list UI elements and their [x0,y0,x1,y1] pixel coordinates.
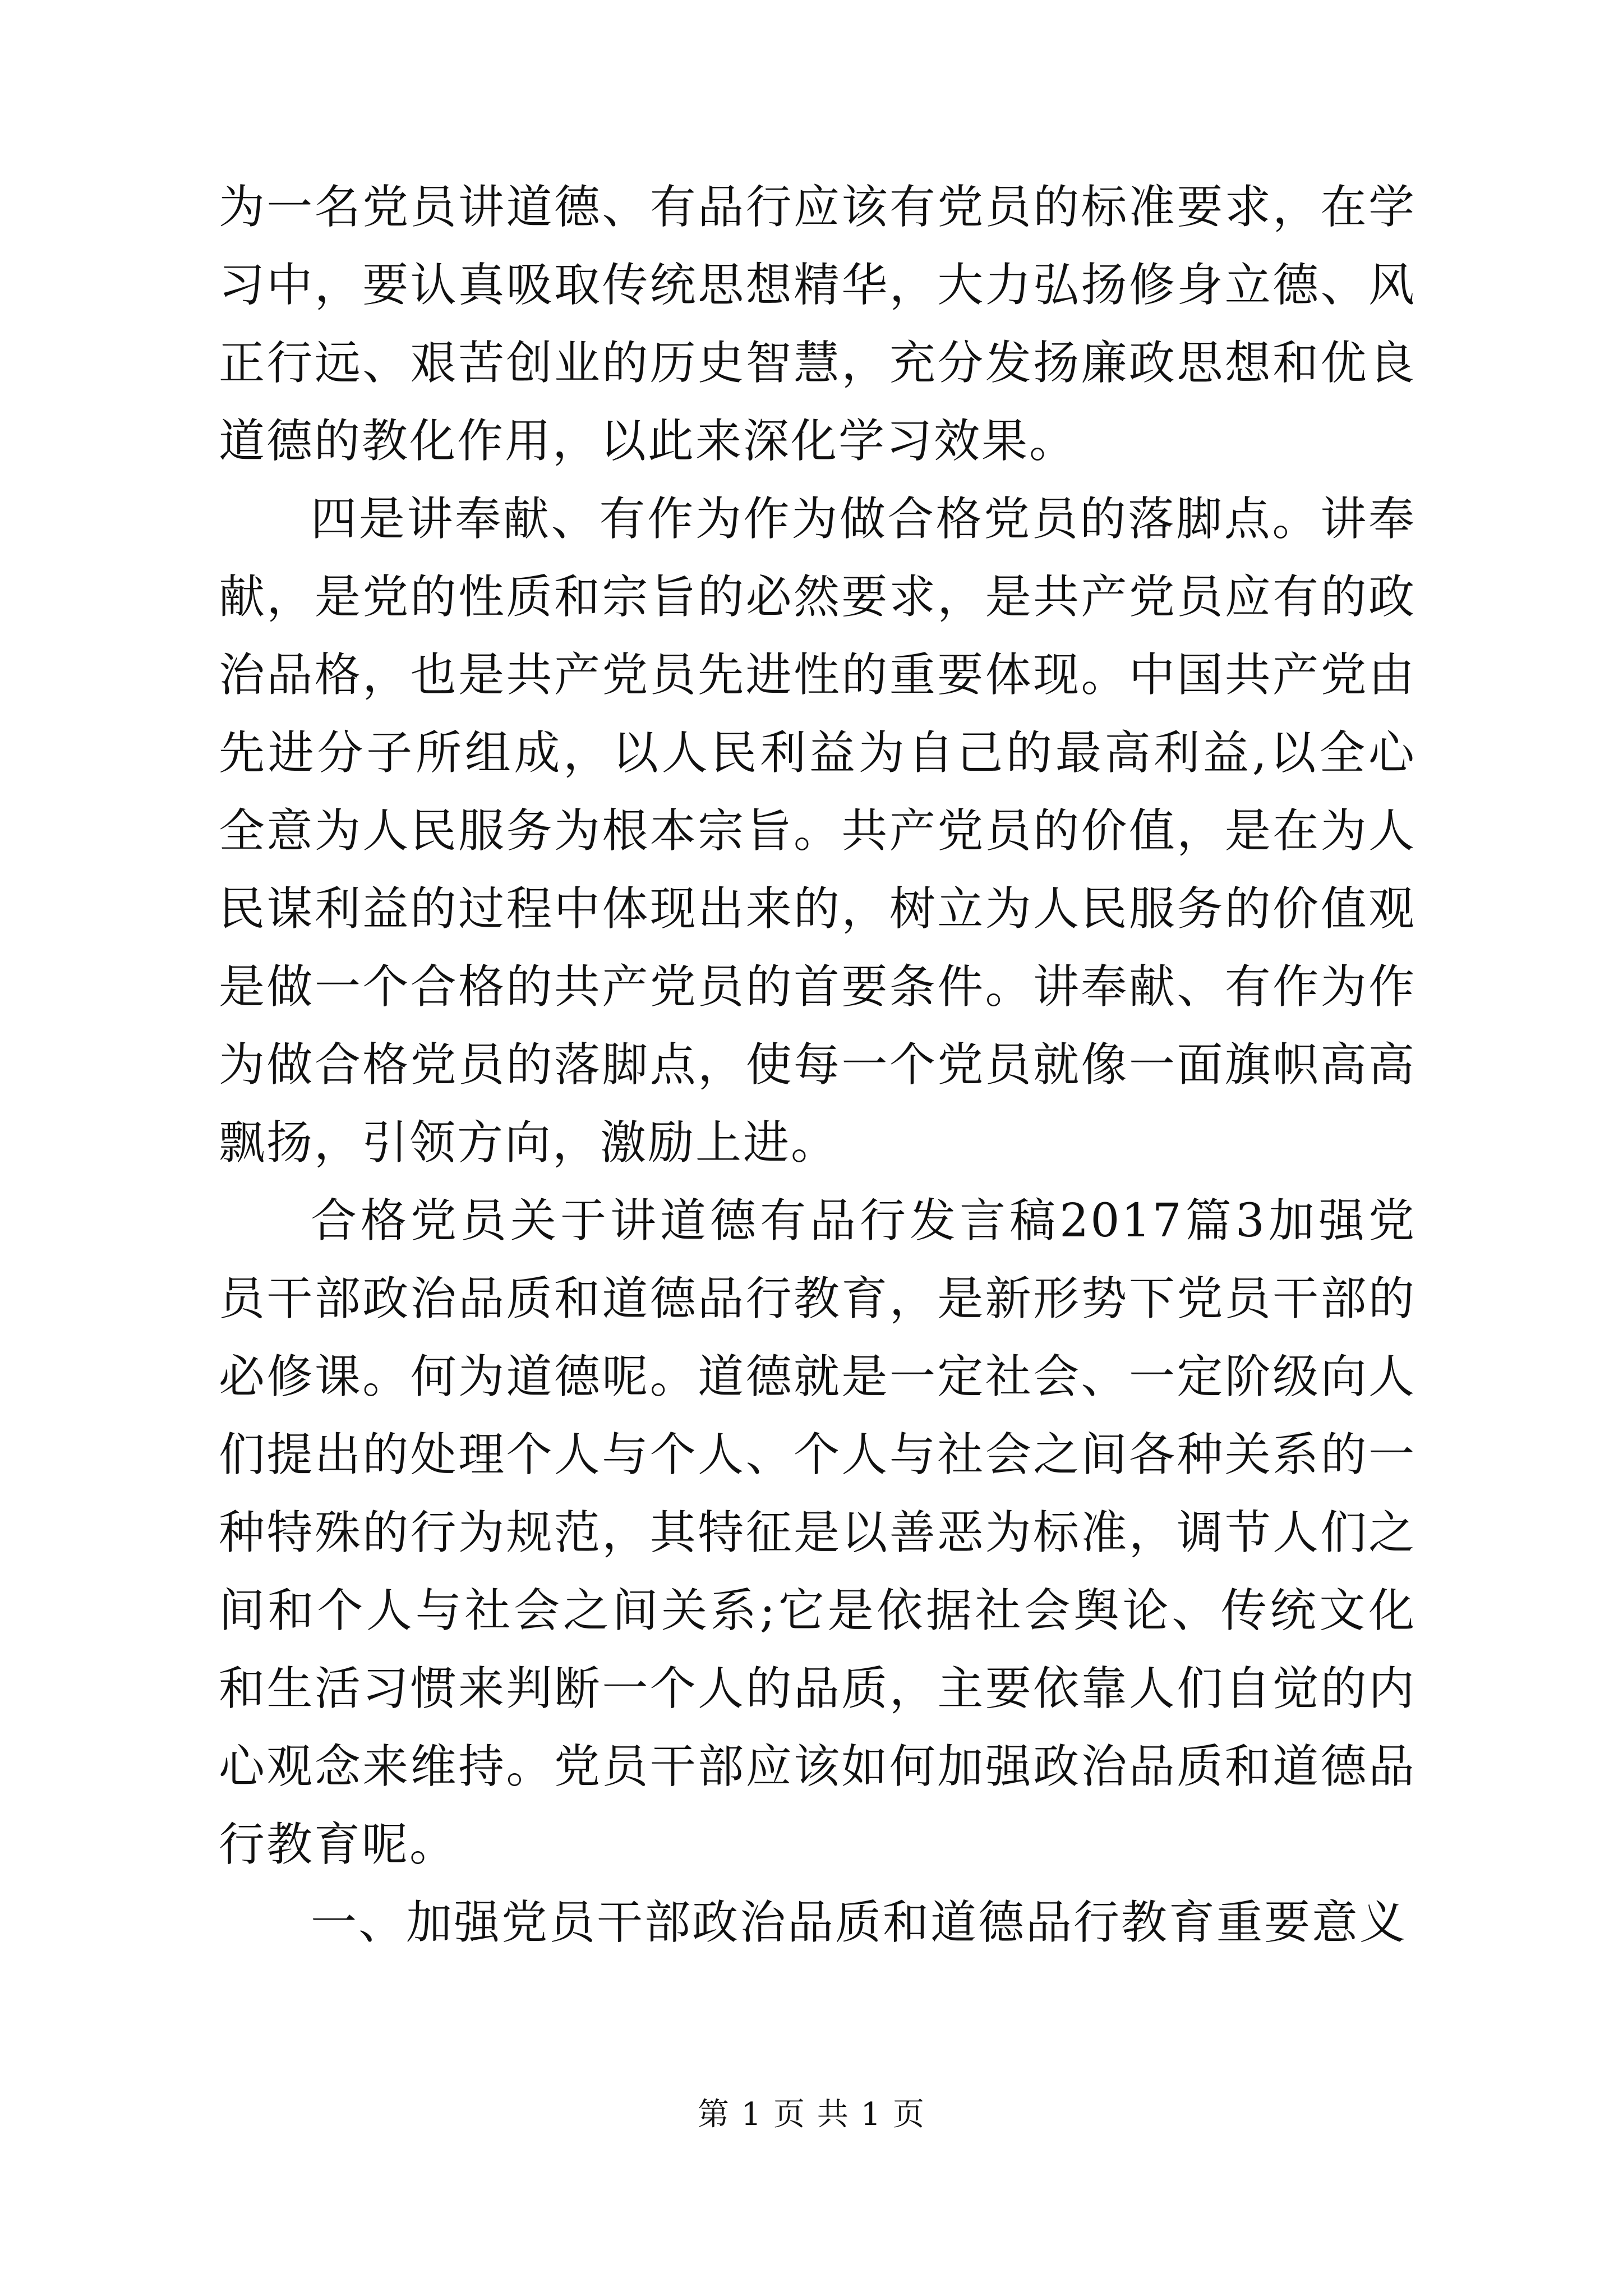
section-heading: 一、加强党员干部政治品质和道德品行教育重要意义 [311,1896,1408,1949]
document-body [219,168,1416,1962]
page-footer: 第 1 页 共 1 页 [697,2096,926,2133]
paragraph-2: 四是讲奉献、有作为作为做合格党员的落脚点。讲奉献，是党的性质和宗旨的必然要求，是共产党员应有的政治品格，也是共产党员先进性的重要体现。中国共产党由先进分子所组成，以人民利益为自己的最高利益,以全心全意为人民服务为根本宗旨。共产党员的价值，是在为人民谋利益的过程中体现出来的，树立为人民服务的价值观是做一个合格的共产党员的首要条件。讲奉献、有作为作为做合格党员的落脚点，使每一个党员就像一面旗帜高高飘扬，引领方向，激励上进。 [219,493,1416,1170]
paragraph-3: 合格党员关于讲道德有品行发言稿2017篇3加强党员干部政治品质和道德品行教育，是新形势下党员干部的必修课。何为道德呢。道德就是一定社会、一定阶级向人们提出的处理个人与个人、个人与社会之间各种关系的一种特殊的行为规范，其特征是以善恶为标准，调节人们之间和个人与社会之间关系;它是依据社会舆论、传统文化和生活习惯来判断一个人的品质，主要依靠人们自觉的内心观念来维持。党员干部应该如何加强政治品质和道德品行教育呢。 [219,1194,1416,1871]
paragraph-1: 为一名党员讲道德、有品行应该有党员的标准要求，在学习中，要认真吸取传统思想精华，大力弘扬修身立德、风正行远、艰苦创业的历史智慧，充分发扬廉政思想和优良道德的教化作用，以此来深化学习效果。 [219,181,1416,468]
